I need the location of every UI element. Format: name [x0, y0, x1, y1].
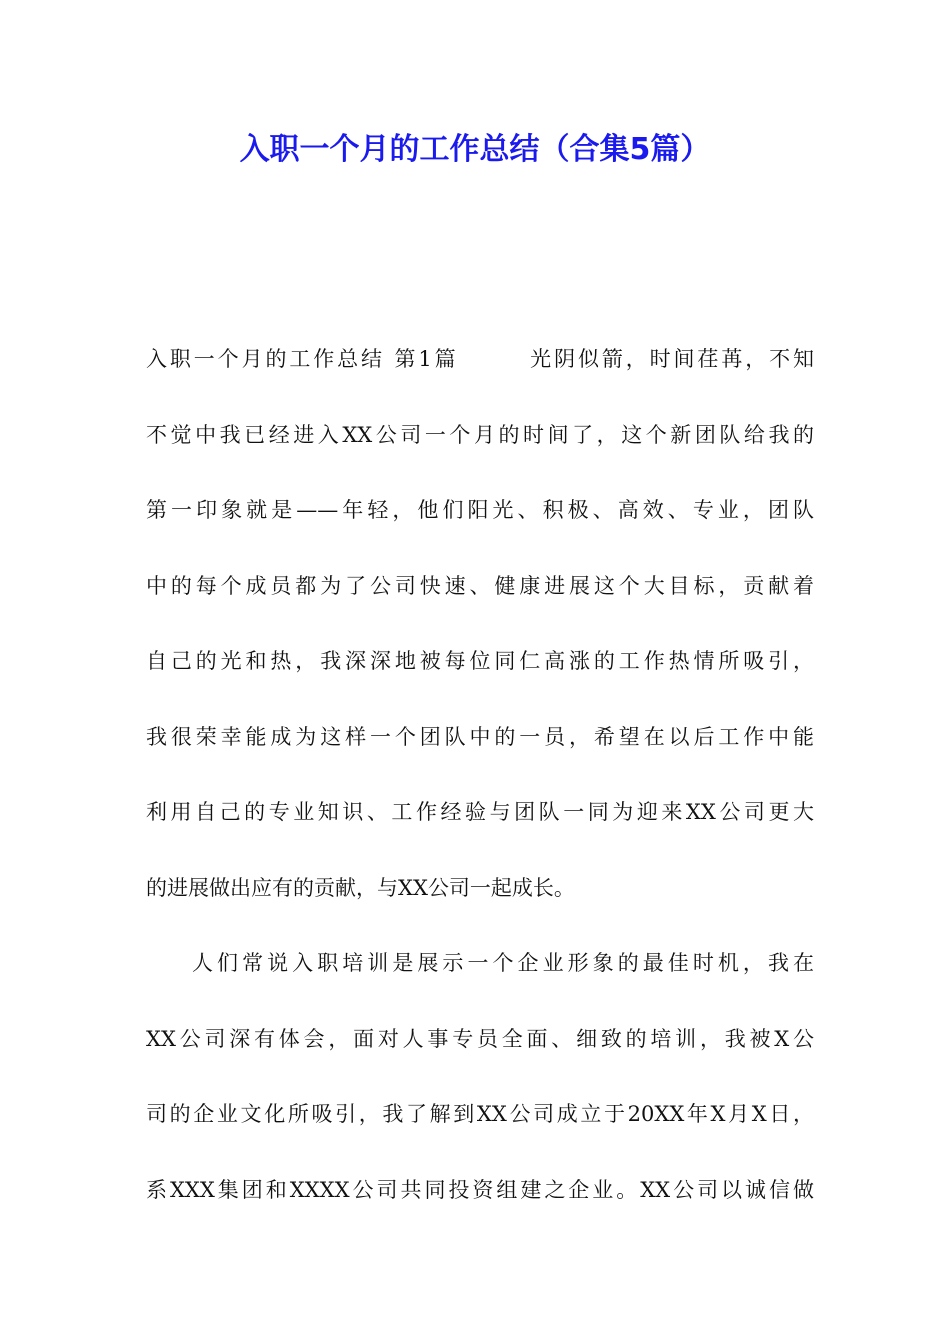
paragraph-line: 利用自己的专业知识、工作经验与团队一同为迎来XX公司更大	[146, 800, 814, 824]
paragraph-line: 我很荣幸能成为这样一个团队中的一员，希望在以后工作中能	[146, 724, 814, 749]
paragraph-line: 入职一个月的工作总结 第1篇 光阴似箭，时间荏苒，不知	[146, 347, 814, 371]
document-title: 入职一个月的工作总结（合集5篇）	[239, 132, 711, 167]
paragraph-line: 司的企业文化所吸引，我了解到XX公司成立于20XX年X月X日，	[146, 1102, 814, 1126]
paragraph-line: 的进展做出应有的贡献，与XX公司一起成长。	[146, 875, 575, 900]
paragraph-line: 第一印象就是——年轻，他们阳光、积极、高效、专业，团队	[146, 498, 814, 522]
paragraph-line: 自己的光和热，我深深地被每位同仁高涨的工作热情所吸引，	[146, 649, 814, 673]
paragraph-line: XX公司深有体会，面对人事专员全面、细致的培训，我被X公	[146, 1026, 814, 1051]
paragraph-line: 系XXX集团和XXXX公司共同投资组建之企业。XX公司以诚信做	[146, 1177, 814, 1202]
paragraph-line: 中的每个成员都为了公司快速、健康进展这个大目标，贡献着	[146, 573, 814, 598]
paragraph-line: 不觉中我已经进入XX公司一个月的时间了，这个新团队给我的	[146, 422, 814, 447]
paragraph-line: 人们常说入职培训是展示一个企业形象的最佳时机，我在	[192, 951, 814, 975]
document-body	[146, 333, 814, 1239]
